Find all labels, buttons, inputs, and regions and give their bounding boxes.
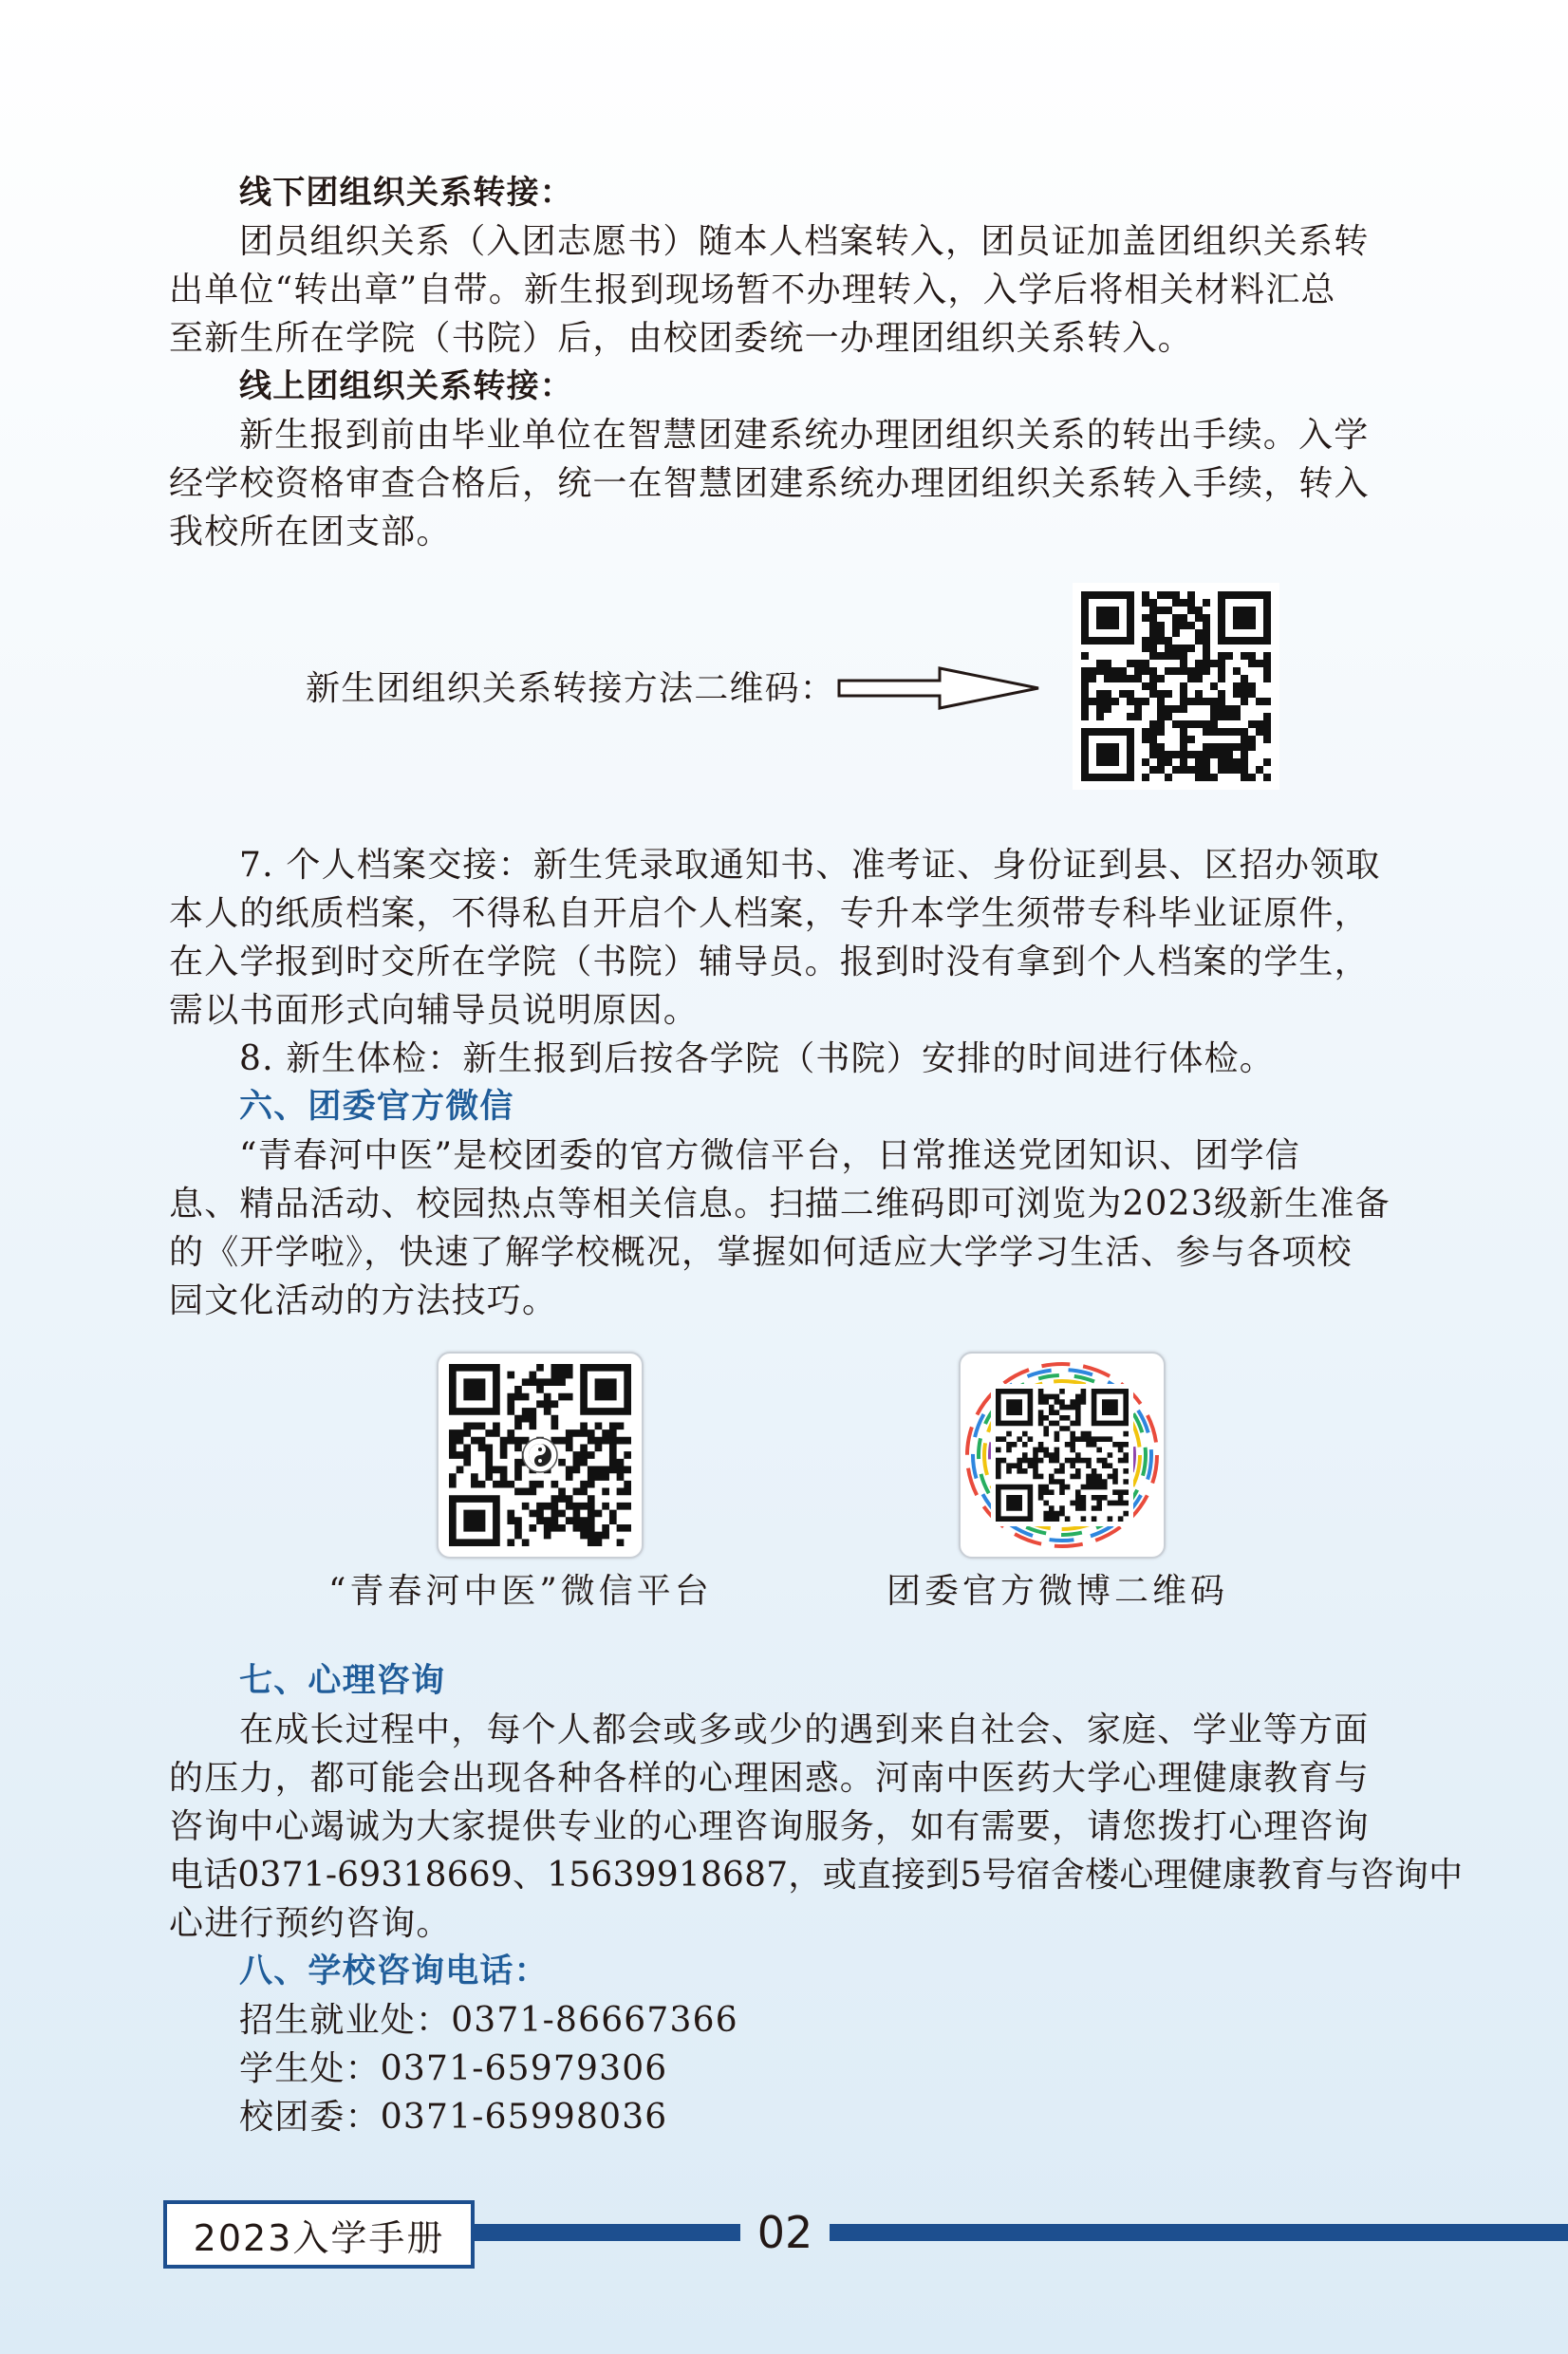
contact-student-affairs: 学生处：0371-65979306	[239, 2049, 668, 2088]
contact-admissions: 招生就业处：0371-86667366	[239, 2001, 738, 2040]
paragraph-line: 在成长过程中，每个人都会或多或少的遇到来自社会、家庭、学业等方面	[239, 1710, 1370, 1749]
contact-youth-league: 校团委：0371-65998036	[239, 2098, 668, 2137]
online-transfer-heading: 线上团组织关系转接：	[239, 367, 573, 405]
section-heading-contacts: 八、学校咨询电话：	[239, 1952, 549, 1990]
footer-bar	[475, 2224, 740, 2241]
paragraph-line: 经学校资格审查合格后，统一在智慧团建系统办理团组织关系转入手续，转入	[169, 464, 1370, 503]
paragraph-line: 需以书面形式向辅导员说明原因。	[169, 991, 700, 1030]
qr-caption-weibo: 团委官方微博二维码	[887, 1572, 1229, 1611]
paragraph-line: “青春河中医”是校团委的官方微信平台，日常推送党团知识、团学信	[239, 1136, 1301, 1175]
page-number: 02	[756, 2207, 813, 2258]
qr-code-weibo[interactable]	[959, 1352, 1166, 1559]
paragraph-line: 本人的纸质档案，不得私自开启个人档案，专升本学生须带专科毕业证原件，	[169, 894, 1370, 933]
paragraph-line: 心进行预约咨询。	[169, 1904, 452, 1943]
paragraph-line: 新生报到前由毕业单位在智慧团建系统办理团组织关系的转出手续。入学	[239, 416, 1370, 455]
qr-code-wechat[interactable]	[437, 1352, 644, 1559]
section-heading-counseling: 七、心理咨询	[239, 1662, 446, 1700]
qr-caption-wechat: “青春河中医”微信平台	[328, 1572, 713, 1611]
school-emblem-icon	[522, 1437, 558, 1473]
paragraph-line: 园文化活动的方法技巧。	[169, 1281, 558, 1320]
qr-transfer-label: 新生团组织关系转接方法二维码：	[306, 669, 836, 708]
section-heading-wechat: 六、团委官方微信	[239, 1088, 514, 1126]
paragraph-line: 7. 个人档案交接：新生凭录取通知书、准考证、身份证到县、区招办领取	[239, 846, 1381, 885]
paragraph-line: 出单位“转出章”自带。新生报到现场暂不办理转入，入学后将相关材料汇总	[169, 271, 1336, 309]
paragraph-line: 电话0371-69318669、15639918687，或直接到5号宿舍楼心理健康教育与咨询中	[169, 1856, 1464, 1895]
paragraph-line: 的压力，都可能会出现各种各样的心理困惑。河南中医药大学心理健康教育与	[169, 1759, 1370, 1798]
paragraph-line: 至新生所在学院（书院）后，由校团委统一办理团组织关系转入。	[169, 319, 1193, 358]
arrow-right-icon	[837, 664, 1042, 712]
paragraph-line: 8. 新生体检：新生报到后按各学院（书院）安排的时间进行体检。	[239, 1039, 1275, 1078]
paragraph-line: 的《开学啦》，快速了解学校概况，掌握如何适应大学学习生活、参与各项校	[169, 1233, 1353, 1272]
qr-code-icon	[996, 1389, 1129, 1522]
qr-code-transfer[interactable]	[1073, 583, 1279, 790]
paragraph-line: 团员组织关系（入团志愿书）随本人档案转入，团员证加盖团组织关系转	[239, 222, 1370, 261]
qr-code-icon	[1081, 591, 1271, 781]
footer-bar	[830, 2224, 1568, 2241]
paragraph-line: 在入学报到时交所在学院（书院）辅导员。报到时没有拿到个人档案的学生，	[169, 943, 1370, 981]
offline-transfer-heading: 线下团组织关系转接：	[239, 174, 573, 212]
paragraph-line: 我校所在团支部。	[169, 513, 452, 551]
paragraph-line: 息、精品活动、校园热点等相关信息。扫描二维码即可浏览为2023级新生准备	[169, 1185, 1391, 1224]
footer-handbook-title: 2023入学手册	[163, 2200, 475, 2269]
paragraph-line: 咨询中心竭诚为大家提供专业的心理咨询服务，如有需要，请您拨打心理咨询	[169, 1807, 1370, 1846]
